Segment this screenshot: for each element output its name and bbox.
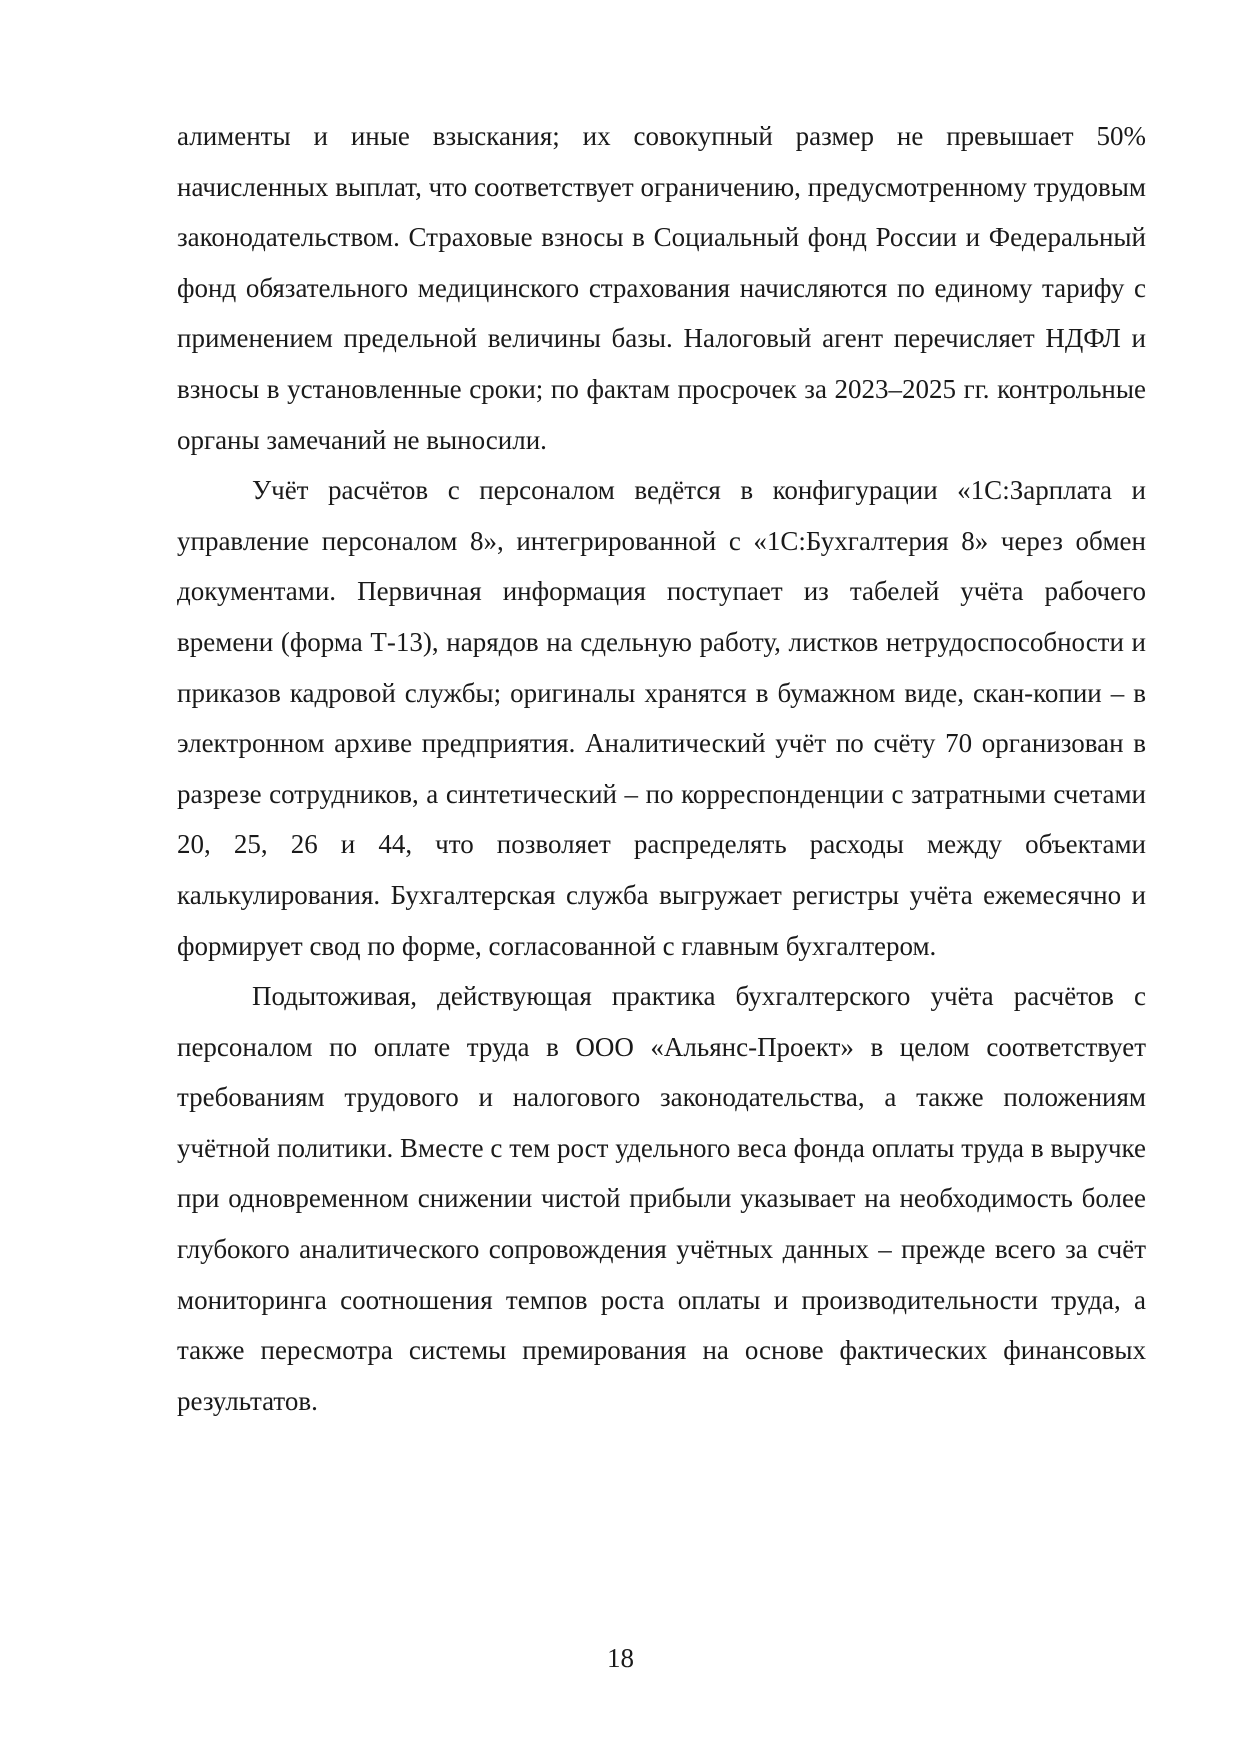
paragraph-continuation: алименты и иные взыскания; их совокупный размер не превышает 50% начисленных выплат, что соответствует ограничению, предусмотренному трудовым законодательством. Страховые взносы в Социальный фонд России и Федеральный фонд обязательного медицинского страхования начисляются по единому тарифу с применением предельной величины базы. Налоговый агент перечисляет НДФЛ и взносы в установленные сроки; по фактам просрочек за 2023–2025 гг. контрольные органы замечаний не выносили. — [177, 121, 1146, 455]
paragraph-software-accounting: Учёт расчётов с персоналом ведётся в конфигурации «1С:Зарплата и управление персоналом 8», интегрированной с «1С:Бухгалтерия 8» через обмен документами. Первичная информация поступает из табелей учёта рабочего времени (форма Т-13), нарядов на сдельную работу, листков нетрудоспособности и приказов кадровой службы; оригиналы хранятся в бумажном виде, скан-копии – в электронном архиве предприятия. Аналитический учёт по счёту 70 организован в разрезе сотрудников, а синтетический – по корреспонденции с затратными счетами 20, 25, 26 и 44, что позволяет распределять расходы между объектами калькулирования. Бухгалтерская служба выгружает регистры учёта ежемесячно и формирует свод по форме, согласованной с главным бухгалтером. — [177, 475, 1146, 961]
page-number: 18 — [607, 1643, 634, 1673]
body-text — [177, 111, 1146, 1426]
paragraph-conclusion: Подытоживая, действующая практика бухгалтерского учёта расчётов с персоналом по оплате труда в ООО «Альянс-Проект» в целом соответствует требованиям трудового и налогового законодательства, а также положениям учётной политики. Вместе с тем рост удельного веса фонда оплаты труда в выручке при одновременном снижении чистой прибыли указывает на необходимость более глубокого аналитического сопровождения учётных данных – прежде всего за счёт мониторинга соотношения темпов роста оплаты и производительности труда, а также пересмотра системы премирования на основе фактических финансовых результатов. — [177, 981, 1146, 1416]
